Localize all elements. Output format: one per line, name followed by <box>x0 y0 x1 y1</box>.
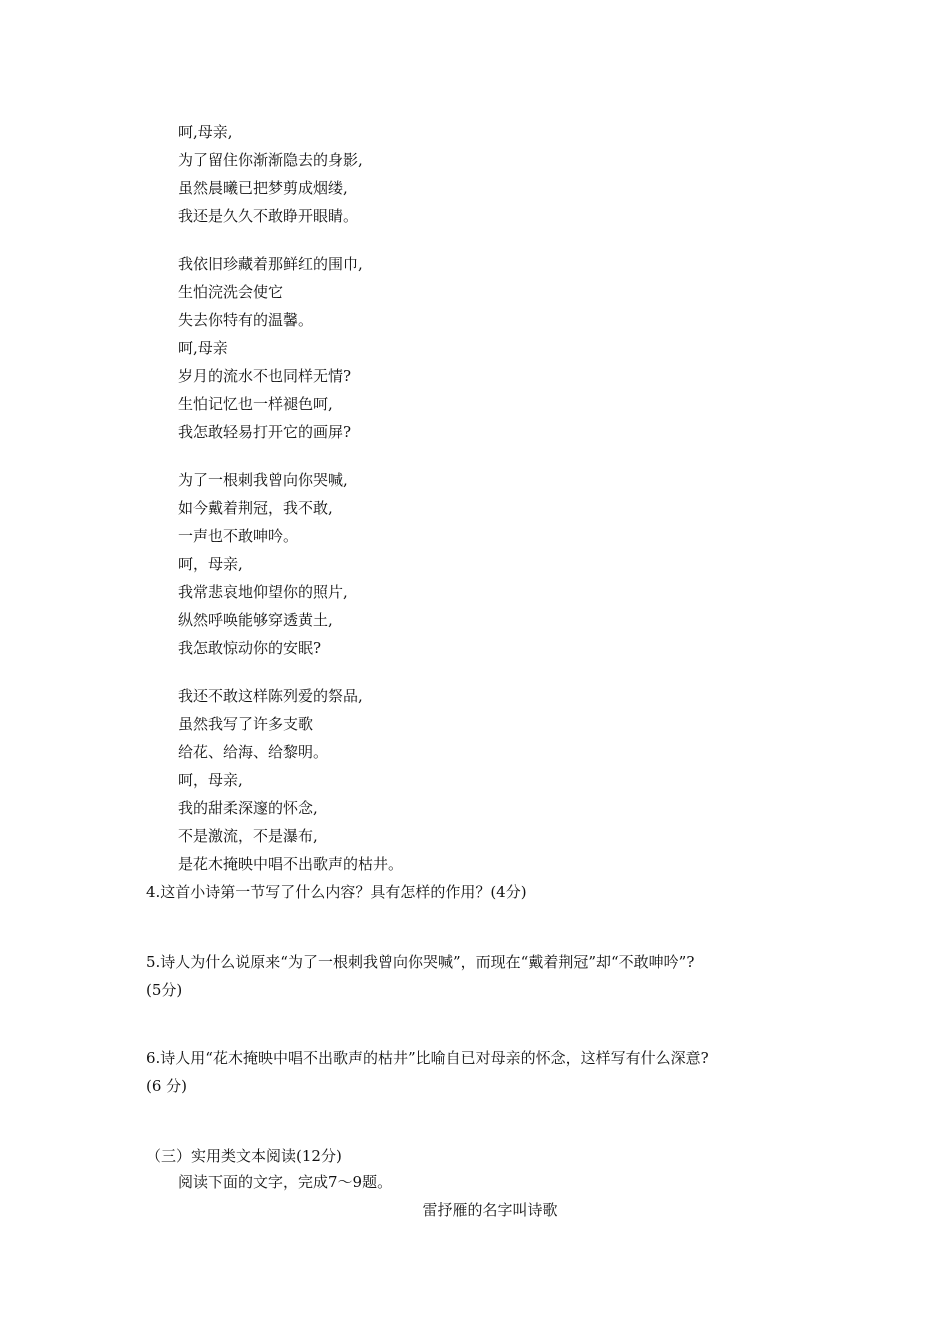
poem-line: 我还不敢这样陈列爱的祭品, <box>178 687 363 705</box>
poem-line: 生怕记忆也一样褪色呵, <box>178 395 333 413</box>
poem-line: 是花木掩映中唱不出歌声的枯井。 <box>178 855 404 873</box>
question-5-score: (5分) <box>146 981 183 999</box>
poem-line: 呵,母亲 <box>178 339 228 357</box>
poem-line: 失去你特有的温馨。 <box>178 311 314 329</box>
question-6: 6.诗人用“花木掩映中唱不出歌声的枯井”比喻自已对母亲的怀念，这样写有什么深意? <box>146 1049 709 1067</box>
question-6-score: (6 分) <box>146 1077 188 1095</box>
poem-line: 如今戴着荆冠，我不敢, <box>178 499 333 517</box>
poem-line: 我的甜柔深邃的怀念, <box>178 799 318 817</box>
question-4: 4.这首小诗第一节写了什么内容？具有怎样的作用？(4分) <box>146 883 527 901</box>
poem-line: 纵然呼唤能够穿透黄土, <box>178 611 333 629</box>
poem-line: 我还是久久不敢睁开眼睛。 <box>178 207 359 225</box>
question-5: 5.诗人为什么说原来“为了一根刺我曾向你哭喊”，而现在“戴着荆冠”却“不敢呻吟”? <box>146 953 695 971</box>
poem-line: 我怎敢轻易打开它的画屏? <box>178 423 352 441</box>
poem-line: 生怕浣洗会使它 <box>178 283 284 301</box>
poem-line: 虽然我写了许多支歌 <box>178 715 314 733</box>
poem-line: 给花、给海、给黎明。 <box>178 743 329 761</box>
poem-line: 我常悲哀地仰望你的照片, <box>178 583 348 601</box>
poem-line: 为了一根刺我曾向你哭喊, <box>178 471 348 489</box>
poem-line: 为了留住你渐渐隐去的身影, <box>178 151 363 169</box>
section-heading: （三）实用类文本阅读(12分) <box>146 1147 342 1165</box>
poem-line: 呵，母亲, <box>178 555 243 573</box>
poem-line: 我怎敢惊动你的安眠? <box>178 639 322 657</box>
poem-line: 呵,母亲, <box>178 123 233 141</box>
poem-line: 虽然晨曦已把梦剪成烟缕, <box>178 179 348 197</box>
poem-line: 岁月的流水不也同样无情? <box>178 367 352 385</box>
poem-line: 不是激流，不是瀑布, <box>178 827 318 845</box>
poem-line: 一声也不敢呻吟。 <box>178 527 299 545</box>
article-title: 雷抒雁的名字叫诗歌 <box>422 1201 558 1219</box>
poem-line: 呵，母亲, <box>178 771 243 789</box>
section-instruction: 阅读下面的文字，完成7～9题。 <box>178 1173 393 1191</box>
poem-line: 我依旧珍藏着那鲜红的围巾, <box>178 255 363 273</box>
